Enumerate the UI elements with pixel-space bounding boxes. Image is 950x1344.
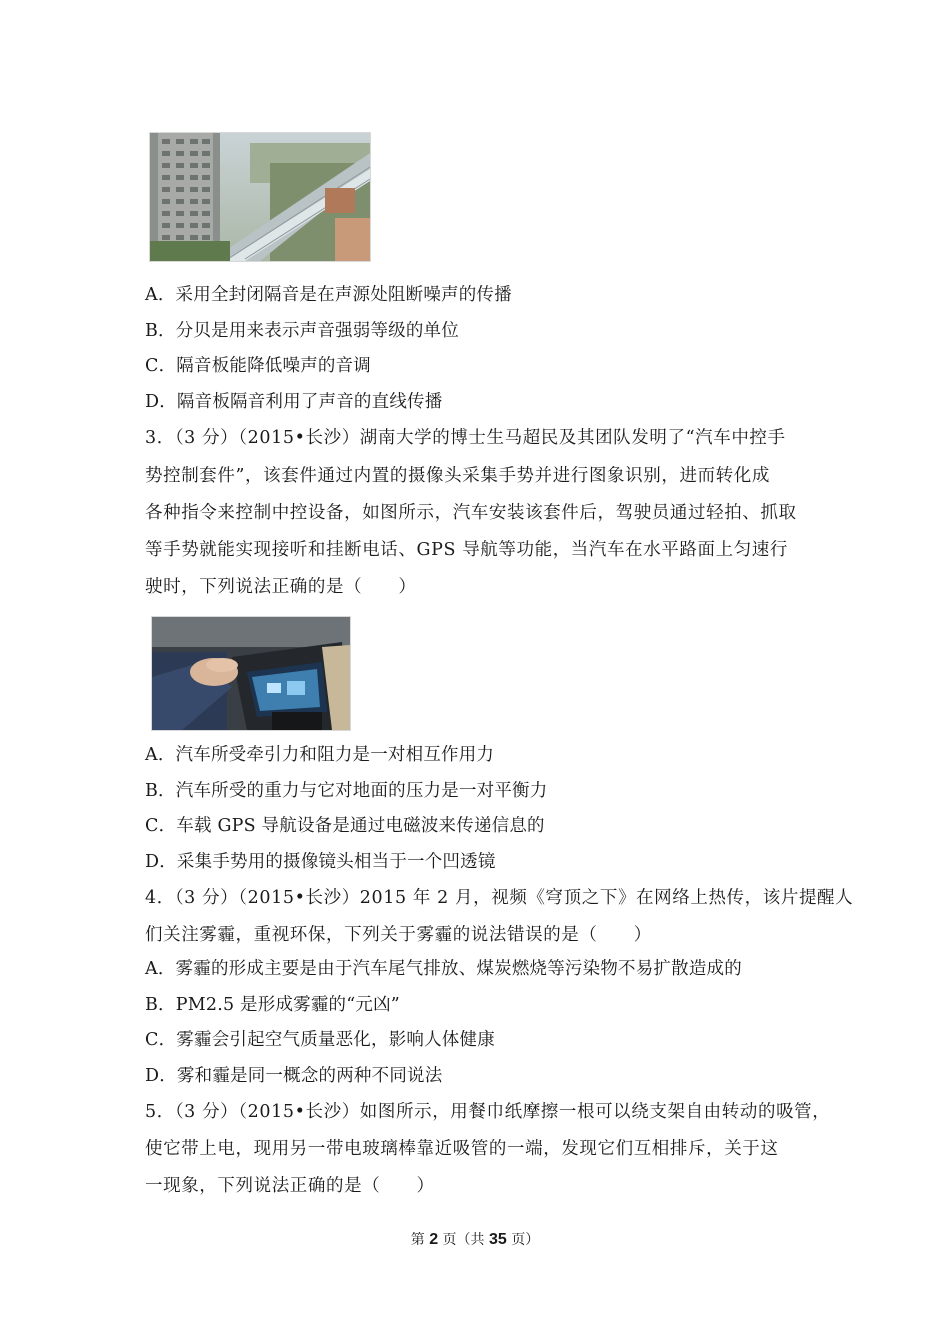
q2-option-d: D．隔音板隔音利用了声音的直线传播 <box>145 392 443 412</box>
footer-total-pages: 35 <box>489 1231 507 1248</box>
q2-option-c: C．隔音板能降低噪声的音调 <box>145 356 371 376</box>
q3-option-c: C．车载 GPS 导航设备是通过电磁波来传递信息的 <box>145 816 545 836</box>
q3-stem-line-3: 各种指令来控制中控设备，如图所示，汽车安装该套件后，驾驶员通过轻拍、抓取 <box>145 503 797 523</box>
q5-stem-line-3: 一现象，下列说法正确的是（ ） <box>145 1176 435 1196</box>
q4-stem-line-2: 们关注雾霾，重视环保，下列关于雾霾的说法错误的是（ ） <box>145 925 652 945</box>
footer-prefix: 第 <box>410 1232 425 1248</box>
q3-option-a: A．汽车所受牵引力和阻力是一对相互作用力 <box>145 745 495 765</box>
footer-suffix: 页） <box>511 1232 540 1248</box>
noise-barrier-illustration <box>150 133 370 261</box>
car-console-illustration <box>152 617 350 730</box>
q4-option-c: C．雾霾会引起空气质量恶化，影响人体健康 <box>145 1030 495 1050</box>
q2-option-a: A．采用全封闭隔音是在声源处阻断噪声的传播 <box>145 285 512 305</box>
q3-stem-line-1: 3．（3 分）（2015•长沙）湖南大学的博士生马超民及其团队发明了“汽车中控手 <box>145 428 786 448</box>
page-footer <box>0 1229 950 1249</box>
q4-option-d: D．雾和霾是同一概念的两种不同说法 <box>145 1066 443 1086</box>
q5-stem-line-1: 5．（3 分）（2015•长沙）如图所示，用餐巾纸摩擦一根可以绕支架自由转动的吸管， <box>145 1102 831 1122</box>
q3-stem-line-5: 驶时，下列说法正确的是（ ） <box>145 577 417 597</box>
q2-option-b: B．分贝是用来表示声音强弱等级的单位 <box>145 321 459 341</box>
q3-stem-line-2: 势控制套件”，该套件通过内置的摄像头采集手势并进行图象识别，进而转化成 <box>145 466 770 486</box>
q3-option-d: D．采集手势用的摄像镜头相当于一个凹透镜 <box>145 852 496 872</box>
q5-stem-line-2: 使它带上电，现用另一带电玻璃棒靠近吸管的一端，发现它们互相排斥，关于这 <box>145 1139 779 1159</box>
q4-stem-line-1: 4．（3 分）（2015•长沙）2015 年 2 月，视频《穹顶之下》在网络上热传，该片提醒人 <box>145 888 854 908</box>
q4-option-a: A．雾霾的形成主要是由于汽车尾气排放、煤炭燃烧等污染物不易扩散造成的 <box>145 959 742 979</box>
footer-middle: 页（共 <box>442 1232 485 1248</box>
q3-stem-line-4: 等手势就能实现接听和挂断电话、GPS 导航等功能，当汽车在水平路面上匀速行 <box>145 540 789 560</box>
noise-barrier-photo <box>149 132 371 262</box>
car-console-photo <box>151 616 351 731</box>
footer-page-number: 2 <box>429 1231 439 1248</box>
q3-option-b: B．汽车所受的重力与它对地面的压力是一对平衡力 <box>145 781 548 801</box>
q4-option-b: B．PM2.5 是形成雾霾的“元凶” <box>145 995 400 1015</box>
